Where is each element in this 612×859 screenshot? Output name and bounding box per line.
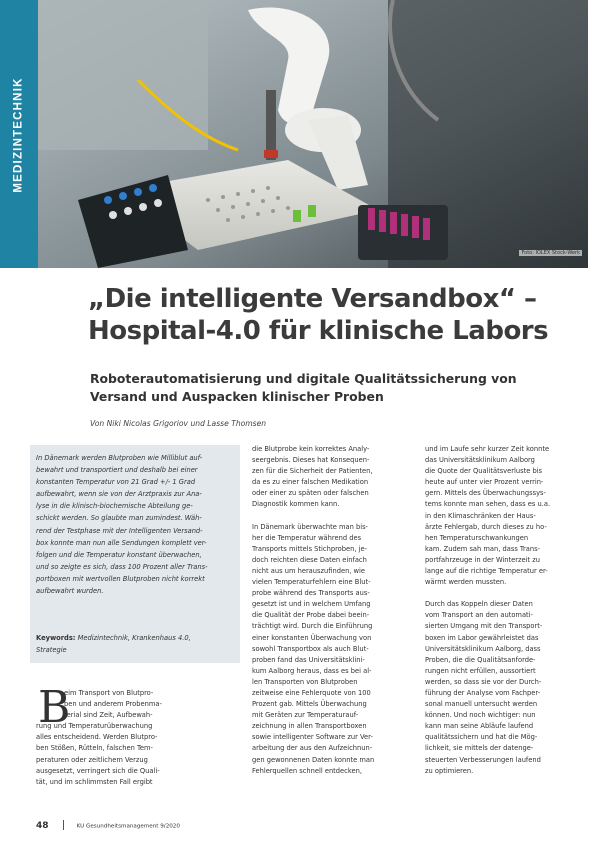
drop-cap: B — [38, 682, 71, 733]
body-column-1: eim Transport von Blutpro- ben und anderem Probenma- terial sind Zeit, Aufbewah- rung und Temperaturüberwachung alles entscheidend. Werden Blutpro- ben Stößen, Rütteln, falschen Tem- peraturen oder zeitlichem Verzug ausgesetzt, verringert sich die Quali- tät, und im schlimmsten Fall ergibt — [36, 689, 162, 786]
article-authors: Von Niki Nicolas Grigoriov und Lasse Thomsen — [90, 419, 267, 428]
section-label: MEDIZINTECHNIK — [13, 77, 25, 193]
robot-lab-image — [38, 0, 588, 268]
footer-divider — [63, 820, 64, 830]
page-number: 48 — [36, 820, 49, 831]
abstract-text: In Dänemark werden Blutproben wie Milliblut auf- bewahrt und transportiert und deshalb bei einer konstanten Temperatur von 21 Grad +/- 1 Grad aufbewahrt, wenn sie von der Arztpraxis zur Ana- lyse in die klinisch-biochemische Abteilung ge- schickt werden. So glaubte man zumindest. Wäh- rend der Testphase mit der Intelligenten Versand- box konnte man nun alle Sendungen komplett ver- folgen und die Temperatur konstant überwachen, und so zeigte es sich, dass 100 Prozent aller Trans- portboxen mit wertvollen Blutproben nicht korrekt aufbewahrt wurden. — [36, 454, 208, 596]
section-sidebar — [0, 0, 38, 268]
header-photo — [38, 0, 588, 268]
keywords: Keywords: Medizintechnik, Krankenhaus 4.0, Strategie — [36, 634, 191, 655]
keywords-label: Keywords: — [36, 634, 76, 642]
journal-name: KU Gesundheitsmanagement 9/2020 — [76, 823, 180, 830]
article-title: „Die intelligente Versandbox“ – Hospital-4.0 für klinische Labors — [88, 284, 549, 346]
article-subtitle: Roboterautomatisierung und digitale Qualitätssicherung von Versand und Auspacken klinischer Proben — [90, 371, 517, 404]
page-footer — [36, 820, 180, 831]
body-column-3: und im Laufe sehr kurzer Zeit konnte das Universitätsklinikum Aalborg die Quote der Qualitätsverluste bis heute auf unter vier Prozent verrin- gern. Mittels des Überwachungssys- tems konnte man sehen, dass es u.a. in den Klimaschränken der Haus- ärzte Fehlergab, durch dieses zu ho- hen Temperaturschwankungen kam. Zudem sah man, dass Trans- portfahrzeuge in der Winterzeit zu lange auf die richtige Temperatur er- wärmt werden mussten. Durch das Koppeln dieser Daten vom Transport an den automati- sierten Umgang mit den Transport- boxen im Labor gewährleistet das Universitätsklinikum Aalborg, dass Proben, die die Qualitätsanforde- rungen nicht erfüllen, aussortiert werden, so dass sie vor der Durch- führung der Analyse vom Fachper- sonal manuell untersucht werden können. Und noch wichtiger: nun kann man seine Abläufe laufend qualitätssichern und hat die Mög- lichkeit, sie mittels der datenge- steuerten Verbesserungen laufend zu optimieren. — [425, 445, 551, 775]
photo-credit: Foto: IOLEX Stock-Werk — [521, 250, 580, 256]
body-column-2: die Blutprobe kein korrektes Analy- seergebnis. Dieses hat Konsequen- zen für die Sicherheit der Patienten, da es zu einer falschen Medikation oder einer zu späten oder falschen Diagnostik kommen kann. In Dänemark überwachte man bis- her die Temperatur während des Transports mittels Stichproben, je- doch reichten diese Daten einfach nicht aus um herauszufinden, wie vielen Temperaturfehlern eine Blut- probe während des Transports aus- gesetzt ist und in welchem Umfang die Qualität der Probe dabei beein- trächtigt wird. Durch die Einführung einer konstanten Überwachung von sowohl Transportbox als auch Blut- proben fand das Universitätsklini- kum Aalborg heraus, dass es bei al- len Transporten von Blutproben zeitweise eine Fehlerquote von 100 Prozent gab. Mittels Überwachung mit Geräten zur Temperaturauf- zeichnung in allen Transportboxen sowie intelligenter Software zur Ver- arbeitung der aus den Aufzeichnun- gen gewonnenen Daten konnte man Fehlerquellen schnell entdecken, — [252, 445, 375, 775]
